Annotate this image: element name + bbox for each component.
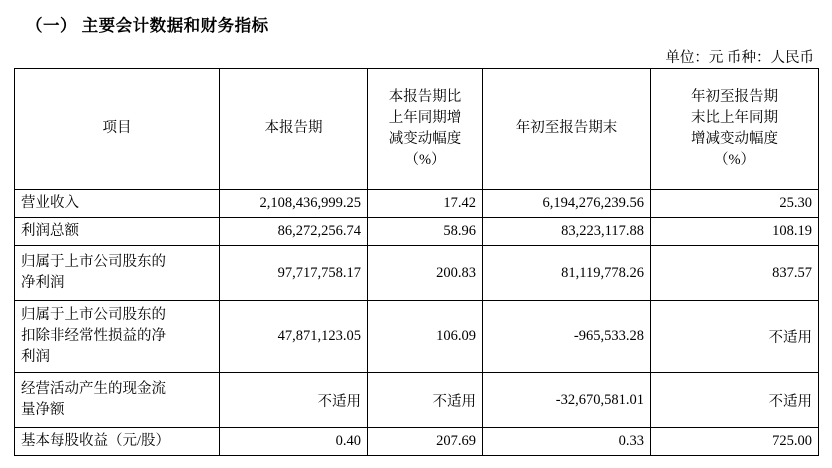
row-value-ytd: -32,670,581.01 <box>483 373 651 428</box>
row-label-line: 扣除非经常性损益的净 <box>21 328 166 345</box>
table-body <box>15 190 819 456</box>
row-label <box>15 373 220 428</box>
column-header-period-change-line3: 减变动幅度 <box>388 131 462 147</box>
row-label-line: 净利润 <box>21 275 65 292</box>
column-header-period-change-line2: 上年同期增 <box>388 109 462 126</box>
row-label-line: 归属于上市公司股东的 <box>21 254 166 271</box>
row-label-line: 利润总额 <box>21 223 79 240</box>
row-value-ytd-change: 不适用 <box>651 301 819 373</box>
row-label-line: 利润 <box>21 349 50 366</box>
row-label <box>15 428 220 456</box>
table-row <box>15 218 819 246</box>
row-value-ytd: -965,533.28 <box>483 301 651 373</box>
row-value-period-change: 17.42 <box>368 190 483 218</box>
column-header-ytd-change <box>651 69 819 190</box>
column-header-current-period <box>220 69 368 190</box>
page-title: （一） 主要会计数据和财务指标 <box>26 16 269 35</box>
financial-data-table <box>14 68 819 456</box>
row-label-line: 量净额 <box>21 402 65 419</box>
row-label <box>15 301 220 373</box>
column-header-period-change <box>368 69 483 190</box>
row-value-ytd-change: 25.30 <box>651 190 819 218</box>
column-header-current-period-label: 本报告期 <box>264 120 323 137</box>
table-row <box>15 246 819 301</box>
row-value-current-period: 2,108,436,999.25 <box>220 190 368 218</box>
row-value-ytd: 81,119,778.26 <box>483 246 651 301</box>
row-value-current-period: 0.40 <box>220 428 368 456</box>
row-label-line: 归属于上市公司股东的 <box>21 307 166 323</box>
row-value-current-period: 86,272,256.74 <box>220 218 368 246</box>
row-label <box>15 190 220 218</box>
table-header <box>15 69 819 190</box>
column-header-period-change-line4: （%） <box>404 152 446 169</box>
row-value-ytd-change: 不适用 <box>651 373 819 428</box>
column-header-ytd-change-line4: （%） <box>713 152 756 169</box>
row-value-period-change: 207.69 <box>368 428 483 456</box>
row-value-ytd: 83,223,117.88 <box>483 218 651 246</box>
column-header-ytd <box>483 69 651 190</box>
unit-note: 单位：元 币种：人民币 <box>665 50 814 66</box>
table-row <box>15 190 819 218</box>
row-value-period-change: 106.09 <box>368 301 483 373</box>
row-label <box>15 218 220 246</box>
row-value-ytd-change: 837.57 <box>651 246 819 301</box>
column-header-ytd-change-line1: 年初至报告期 <box>691 88 778 105</box>
table-row <box>15 301 819 373</box>
column-header-item <box>15 69 220 190</box>
row-label-line: 经营活动产生的现金流 <box>21 381 166 398</box>
table-row <box>15 428 819 456</box>
row-value-period-change: 200.83 <box>368 246 483 301</box>
column-header-period-change-line1: 本报告期比 <box>388 88 462 105</box>
row-value-ytd-change: 725.00 <box>651 428 819 456</box>
column-header-item-label: 项目 <box>102 120 132 137</box>
row-label-line: 营业收入 <box>21 195 79 211</box>
row-value-ytd: 0.33 <box>483 428 651 456</box>
row-value-current-period: 97,717,758.17 <box>220 246 368 301</box>
column-header-ytd-change-line3: 增减变动幅度 <box>691 131 778 147</box>
row-value-current-period: 47,871,123.05 <box>220 301 368 373</box>
row-value-period-change: 不适用 <box>368 373 483 428</box>
row-value-ytd-change: 108.19 <box>651 218 819 246</box>
row-label <box>15 246 220 301</box>
table-row <box>15 373 819 428</box>
row-value-current-period: 不适用 <box>220 373 368 428</box>
row-value-period-change: 58.96 <box>368 218 483 246</box>
column-header-ytd-label: 年初至报告期末 <box>515 120 618 137</box>
row-label-line: 基本每股收益（元/股） <box>21 433 171 450</box>
column-header-ytd-change-line2: 末比上年同期 <box>691 109 778 126</box>
row-value-ytd: 6,194,276,239.56 <box>483 190 651 218</box>
table-header-row <box>15 69 819 190</box>
